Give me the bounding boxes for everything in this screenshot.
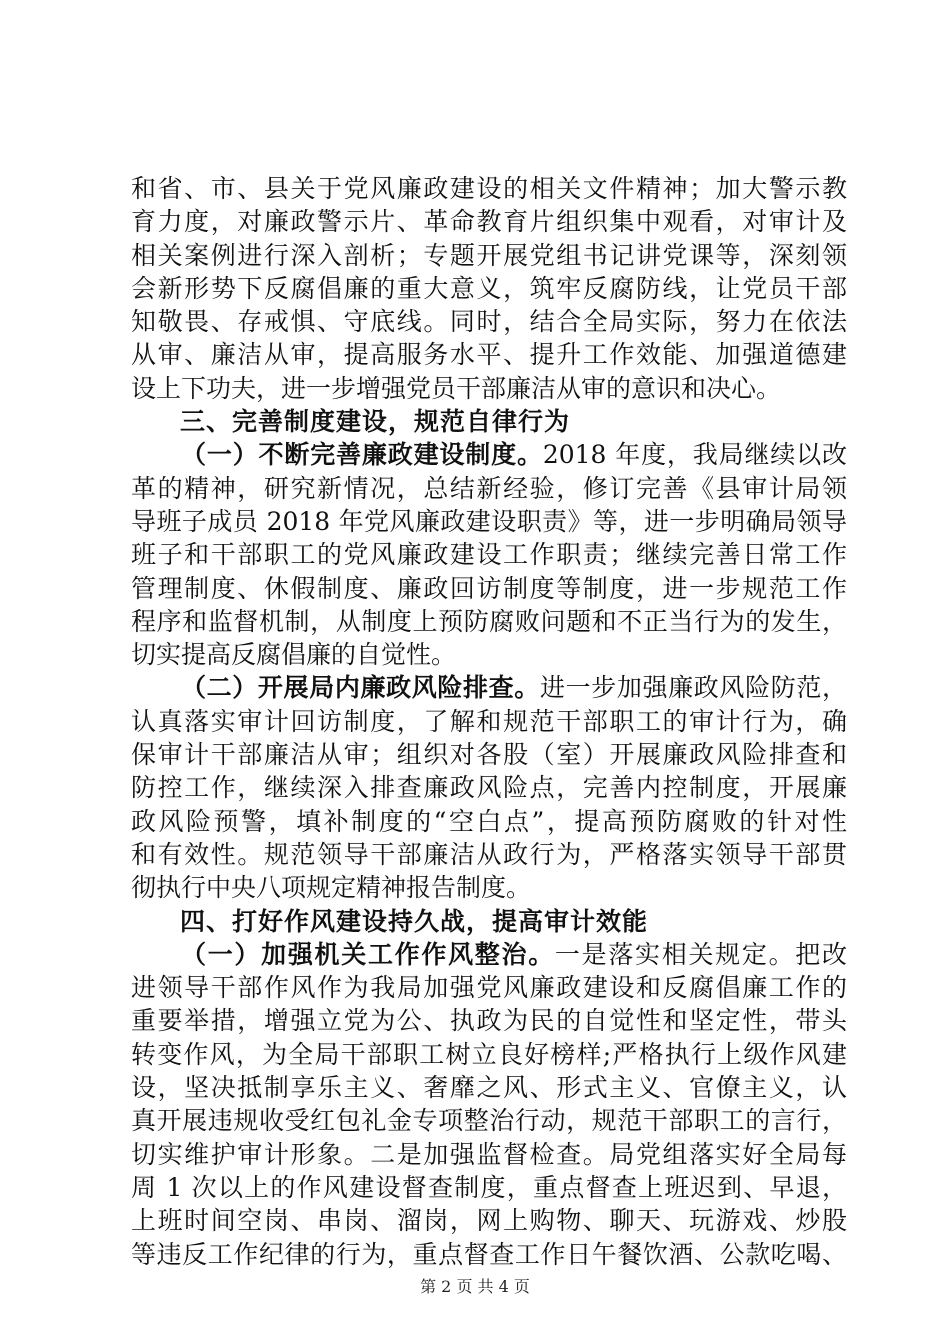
- item-first-line: [131, 671, 847, 704]
- paragraph-line: 进领导干部作风作为我局加强党风廉政建设和反腐倡廉工作的: [131, 973, 847, 1003]
- item-title: （二）开展局内廉政风险排查。: [181, 673, 540, 703]
- paragraph-line: 周 1 次以上的作风建设督查制度，重点督查上班迟到、早退，: [131, 1172, 847, 1202]
- page-number-footer: 第 2 页 共 4 页: [420, 1277, 530, 1296]
- paragraph-line: 和有效性。规范领导干部廉洁从政行为，严格落实领导干部贯: [131, 839, 847, 869]
- paragraph-line: 相关案例进行深入剖析；专题开展党组书记讲党课等，深刻领: [131, 240, 847, 270]
- item-text: 进一步加强廉政风险防范，: [539, 673, 847, 703]
- paragraph-line: 保审计干部廉洁从审；组织对各股（室）开展廉政风险排查和: [131, 740, 847, 770]
- paragraph-line: 上班时间空岗、串岗、溜岗，网上购物、聊天、玩游戏、炒股: [131, 1206, 847, 1236]
- paragraph-line: 真开展违规收受红包礼金专项整治行动，规范干部职工的言行，: [131, 1106, 847, 1136]
- paragraph-line: 重要举措，增强立党为公、执政为民的自觉性和坚定性，带头: [131, 1006, 847, 1036]
- paragraph-line: 彻执行中央八项规定精神报告制度。: [131, 873, 532, 903]
- paragraph-line: 管理制度、休假制度、廉政回访制度等制度，进一步规范工作: [131, 573, 847, 603]
- paragraph-line: 和省、市、县关于党风廉政建设的相关文件精神；加大警示教: [131, 174, 847, 203]
- paragraph-line: 革的精神，研究新情况，总结新经验，修订完善《县审计局领: [131, 473, 847, 503]
- paragraph-line: 切实提高反腐倡廉的自觉性。: [131, 640, 457, 670]
- section-heading: 三、完善制度建设，规范自律行为: [180, 407, 571, 437]
- paragraph-line: 程序和监督机制，从制度上预防腐败问题和不正当行为的发生，: [131, 606, 847, 636]
- paragraph-line: 会新形势下反腐倡廉的重大意义，筑牢反腐防线，让党员干部: [131, 273, 847, 303]
- paragraph-line: 知敬畏、存戒惧、守底线。同时，结合全局实际，努力在依法: [131, 307, 847, 337]
- paragraph-line: 设上下功夫，进一步增强党员干部廉洁从审的意识和决心。: [131, 373, 782, 403]
- item-title: （一）不断完善廉政建设制度。: [181, 440, 543, 470]
- paragraph-line: 设，坚决抵制享乐主义、奢靡之风、形式主义、官僚主义，认: [131, 1073, 847, 1103]
- paragraph-line: 防控工作，继续深入排查廉政风险点，完善内控制度，开展廉: [131, 773, 847, 803]
- item-first-line: [131, 438, 847, 471]
- section-heading: 四、打好作风建设持久战，提高审计效能: [180, 906, 649, 936]
- paragraph-line: 认真落实审计回访制度，了解和规范干部职工的审计行为，确: [131, 706, 847, 736]
- paragraph-line: 等违反工作纪律的行为，重点督查工作日午餐饮酒、公款吃喝、: [131, 1239, 847, 1269]
- item-text: 一是落实相关规定。把改: [554, 939, 847, 969]
- paragraph-line: 育力度，对廉政警示片、革命教育片组织集中观看，对审计及: [131, 207, 847, 237]
- paragraph-line: 从审、廉洁从审，提高服务水平、提升工作效能、加强道德建: [131, 340, 847, 370]
- document-body: [131, 172, 847, 1271]
- paragraph-line: 转变作风，为全局干部职工树立良好榜样;严格执行上级作风建: [131, 1039, 847, 1069]
- item-title: （一）加强机关工作作风整治。: [181, 939, 555, 969]
- paragraph-line: 切实维护审计形象。二是加强监督检查。局党组落实好全局每: [131, 1139, 847, 1169]
- paragraph-line: 导班子成员 2018 年党风廉政建设职责》等，进一步明确局领导: [131, 506, 847, 536]
- item-text: 2018 年度，我局继续以改: [542, 440, 847, 470]
- paragraph-line: 班子和干部职工的党风廉政建设工作职责；继续完善日常工作: [131, 540, 847, 570]
- item-first-line: [131, 938, 847, 971]
- paragraph-line: 政风险预警，填补制度的“空白点”，提高预防腐败的针对性: [131, 806, 847, 836]
